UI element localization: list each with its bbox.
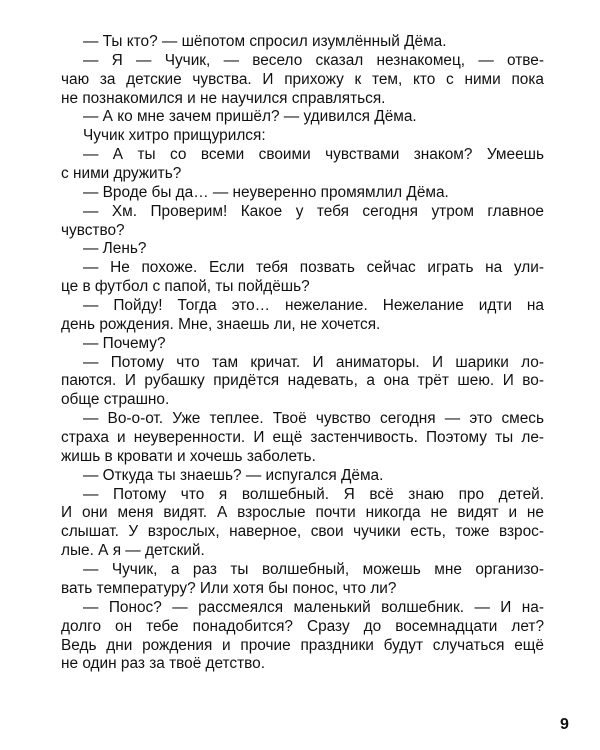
- text-line: — Откуда ты знаешь? — испугался Дёма.: [83, 466, 384, 484]
- text-line: — Пойду! Тогда это… нежелание. Нежелание идти на: [83, 297, 544, 315]
- text-line: чувство?: [61, 221, 125, 239]
- text-line: не познакомился и не научился справляться.: [61, 89, 386, 107]
- page-number: 9: [560, 716, 569, 733]
- text-line: — Понос? — рассмеялся маленький волшебник. — И на-: [83, 598, 544, 616]
- text-line: Чучик хитро прищурился:: [83, 127, 266, 145]
- text-line: — Не похоже. Если тебя позвать сейчас играть на ули-: [83, 259, 544, 277]
- text-line: Ведь дни рождения и прочие праздники будут случаться ещё: [61, 636, 544, 654]
- text-line: с ними дружить?: [61, 165, 182, 183]
- text-line: не один раз за твоё детство.: [61, 655, 266, 673]
- text-line: паются. И рубашку придётся надевать, а она трёт шею. И во-: [61, 372, 544, 390]
- text-line: — Почему?: [83, 334, 166, 352]
- text-line: — Чучик, а раз ты волшебный, можешь мне организо-: [83, 561, 544, 579]
- text-line: слышат. У взрослых, наверное, свои чучики есть, тоже взрос-: [61, 523, 544, 541]
- text-line: — Ты кто? — шёпотом спросил изумлённый Дёма.: [83, 33, 447, 50]
- text-line: обще страшно.: [61, 391, 170, 409]
- text-line: жишь в кровати и хочешь заболеть.: [61, 447, 316, 465]
- text-line: — А ко мне зачем пришёл? — удивился Дёма.: [83, 108, 417, 126]
- text-line: — А ты со всеми своими чувствами знаком? Умеешь: [83, 146, 544, 164]
- story-text: [61, 33, 544, 674]
- text-line: лые. А я — детский.: [61, 542, 205, 560]
- text-line: це в футбол с папой, ты пойдёшь?: [61, 278, 310, 296]
- text-line: — Потому что я волшебный. Я всё знаю про детей.: [83, 485, 544, 503]
- text-line: — Хм. Проверим! Какое у тебя сегодня утром главное: [83, 202, 544, 220]
- text-line: — Лень?: [83, 240, 147, 258]
- text-line: И они меня видят. А взрослые почти никогда не видят и не: [61, 504, 544, 522]
- text-line: день рождения. Мне, знаешь ли, не хочется.: [61, 315, 381, 333]
- text-line: — Вроде бы да… — неуверенно промямлил Дёма.: [83, 183, 449, 201]
- text-line: — Потому что там кричат. И аниматоры. И шарики ло-: [83, 353, 544, 371]
- text-line: долго он тебе понадобится? Сразу до восемнадцати лет?: [61, 617, 544, 635]
- text-line: — Во-о-от. Уже теплее. Твоё чувство сегодня — это смесь: [83, 410, 544, 428]
- text-line: — Я — Чучик, — весело сказал незнакомец, — отве-: [83, 51, 544, 69]
- text-line: страха и неуверенности. И ещё застенчивость. Поэтому ты ле-: [61, 429, 544, 447]
- text-line: вать температуру? Или хотя бы понос, что ли?: [61, 579, 397, 597]
- text-line: чаю за детские чувства. И прихожу к тем, кто с ними пока: [61, 70, 544, 88]
